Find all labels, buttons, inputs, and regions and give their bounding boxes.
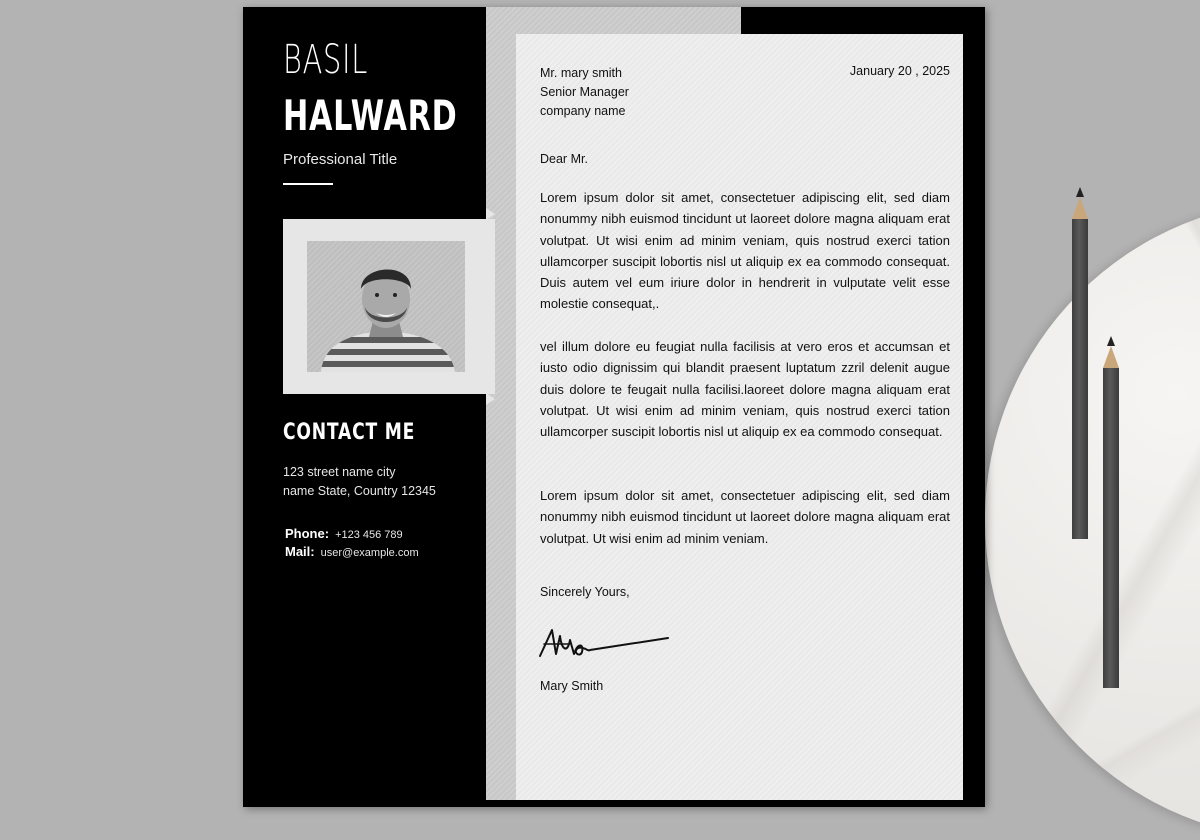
address-line: 123 street name city [283, 465, 396, 479]
signature-icon [538, 622, 670, 662]
letter-paragraph: Lorem ipsum dolor sit amet, consectetuer adipiscing elit, sed diam nonummy nibh euismod tincidunt ut laoreet dolore magna aliquam erat volutpat. Ut wisi enim ad minim veniam. [540, 488, 950, 546]
last-name: HALWARD [283, 91, 458, 140]
professional-title: Professional Title [283, 151, 398, 168]
recipient-title: Senior Manager [540, 85, 629, 99]
marble-plate [985, 200, 1200, 840]
phone-label: Phone: [285, 526, 330, 541]
letter-date: January 20 , 2025 [849, 64, 950, 78]
profile-photo [307, 241, 465, 372]
mail-label: Mail: [285, 544, 315, 559]
phone-value: +123 456 789 [335, 529, 403, 541]
person-portrait-icon [307, 241, 465, 372]
pencil [1102, 336, 1120, 676]
recipient-company: company name [540, 104, 626, 118]
salutation: Dear Mr. [540, 152, 588, 166]
mail-value: user@example.com [320, 547, 419, 559]
signer-name: Mary Smith [540, 679, 604, 693]
letter-paragraph: vel illum dolore eu feugiat nulla facilisis at vero eros et accumsan et iusto odio dignissim qui blandit praesent luptatum zzril delenit augue duis dolore te feugait nulla facilisi.laoreet dolore magna aliquam erat volutpat. Ut wisi enim ad minim veniam, quis nostrud exerci tation ullamcorper suscipit lobortis nisl ut aliquip ex ea commodo consequat. [540, 339, 950, 440]
contact-mail [285, 544, 419, 559]
closing: Sincerely Yours, [540, 585, 630, 599]
contact-heading: CONTACT ME [283, 420, 416, 445]
recipient-name: Mr. mary smith [540, 66, 622, 80]
frame-notch [486, 208, 495, 220]
address-line: name State, Country 12345 [283, 484, 436, 498]
first-name: BASIL [283, 37, 368, 83]
title-divider [283, 183, 333, 185]
frame-notch [486, 393, 495, 405]
contact-phone [285, 526, 403, 541]
letter-paragraph: Lorem ipsum dolor sit amet, consectetuer adipiscing elit, sed diam nonummy nibh euismod tincidunt ut laoreet dolore magna aliquam erat volutpat. Ut wisi enim ad minim veniam, quis nostrud exerci tation ullamcorper suscipit lobortis nisl ut aliquip ex ea commodo consequat. Duis autem vel eum iriure dolor in hendrerit in vulputate velit esse molestie consequat,. [540, 190, 950, 312]
contact-address [283, 463, 436, 501]
recipient-block [540, 64, 629, 121]
pencil [1071, 187, 1089, 527]
